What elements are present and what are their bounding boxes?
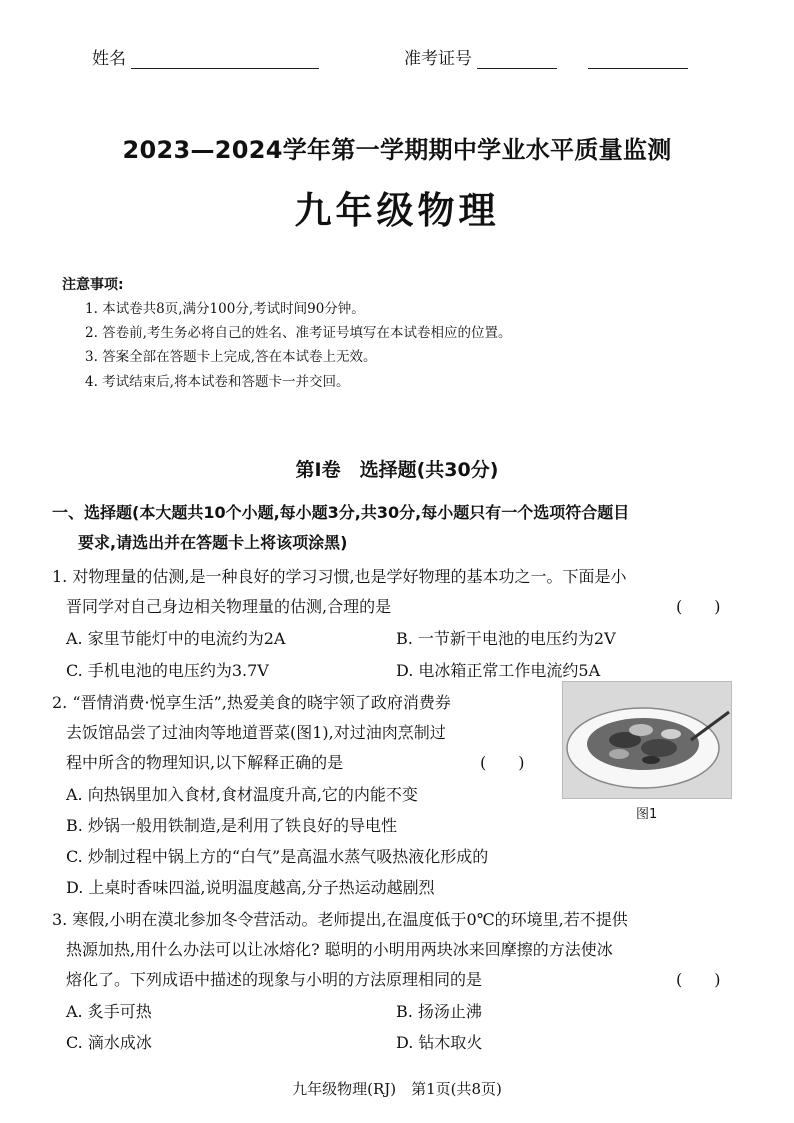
q2-option-b: B. 炒锅一般用铁制造,是利用了铁良好的导电性 [66, 816, 398, 835]
notice-item: 3. 答案全部在答题卡上完成,答在本试卷上无效。 [85, 349, 377, 365]
figure-1-photo [562, 681, 732, 799]
q1-option-c: C. 手机电池的电压约为3.7V [66, 661, 269, 680]
q3-stem-line2: 热源加热,用什么办法可以让冰熔化? 聪明的小明用两块冰来回摩擦的方法使冰 [66, 940, 613, 959]
q1-answer-paren: ( ) [676, 597, 721, 616]
q3-stem-line1: 3. 寒假,小明在漠北参加冬令营活动。老师提出,在温度低于0℃的环境里,若不提供 [52, 910, 628, 929]
q2-option-c: C. 炒制过程中锅上方的“白气”是高温水蒸气吸热液化形成的 [66, 847, 489, 866]
subject-title: 九年级物理 [294, 189, 500, 232]
name-blank [131, 50, 319, 69]
page-footer: 九年级物理(RJ) 第1页(共8页) [292, 1080, 502, 1098]
q3-answer-paren: ( ) [676, 970, 721, 989]
section-title: 第Ⅰ卷 选择题(共30分) [295, 459, 499, 481]
q3-option-d: D. 钻木取火 [396, 1033, 483, 1052]
notice-item: 1. 本试卷共8页,满分100分,考试时间90分钟。 [85, 301, 365, 317]
id-field-row [404, 44, 688, 69]
id-blank-1 [477, 50, 557, 69]
notice-item: 4. 考试结束后,将本试卷和答题卡一并交回。 [85, 374, 350, 390]
q2-option-a: A. 向热锅里加入食材,食材温度升高,它的内能不变 [66, 785, 418, 804]
q2-answer-paren: ( ) [480, 753, 525, 772]
q3-option-b: B. 扬汤止沸 [396, 1002, 482, 1021]
figure-1-caption: 图1 [636, 807, 658, 822]
notice-item: 2. 答卷前,考生务必将自己的姓名、准考证号填写在本试卷相应的位置。 [85, 325, 512, 341]
exam-title: 2023—2024学年第一学期期中学业水平质量监测 [122, 136, 672, 164]
q3-option-a: A. 炙手可热 [66, 1002, 152, 1021]
notice-title: 注意事项: [62, 277, 124, 293]
q1-option-d: D. 电冰箱正常工作电流约5A [396, 661, 601, 680]
q1-option-b: B. 一节新干电池的电压约为2V [396, 629, 616, 648]
q2-option-d: D. 上桌时香味四溢,说明温度越高,分子热运动越剧烈 [66, 878, 435, 897]
part-instructions-line1: 一、选择题(本大题共10个小题,每小题3分,共30分,每小题只有一个选项符合题目 [52, 503, 630, 522]
id-label: 准考证号 [404, 49, 472, 69]
plate-of-food-image [563, 682, 731, 798]
q2-stem-line2: 去饭馆品尝了过油肉等地道晋菜(图1),对过油肉烹制过 [66, 723, 446, 742]
q3-option-c: C. 滴水成冰 [66, 1033, 152, 1052]
name-label: 姓名 [92, 49, 126, 69]
q3-stem-line3: 熔化了。下列成语中描述的现象与小明的方法原理相同的是 [66, 970, 483, 989]
q1-stem-line2: 晋同学对自己身边相关物理量的估测,合理的是 [66, 597, 392, 616]
q2-stem-line1: 2. “晋情消费·悦享生活”,热爱美食的晓宇领了政府消费券 [52, 693, 451, 712]
name-field-row [92, 44, 319, 69]
part-instructions-line2: 要求,请选出并在答题卡上将该项涂黑) [78, 533, 348, 552]
q2-stem-line3: 程中所含的物理知识,以下解释正确的是 [66, 753, 344, 772]
q1-option-a: A. 家里节能灯中的电流约为2A [66, 629, 286, 648]
id-blank-2 [588, 50, 688, 69]
q1-stem-line1: 1. 对物理量的估测,是一种良好的学习习惯,也是学好物理的基本功之一。下面是小 [52, 567, 627, 586]
